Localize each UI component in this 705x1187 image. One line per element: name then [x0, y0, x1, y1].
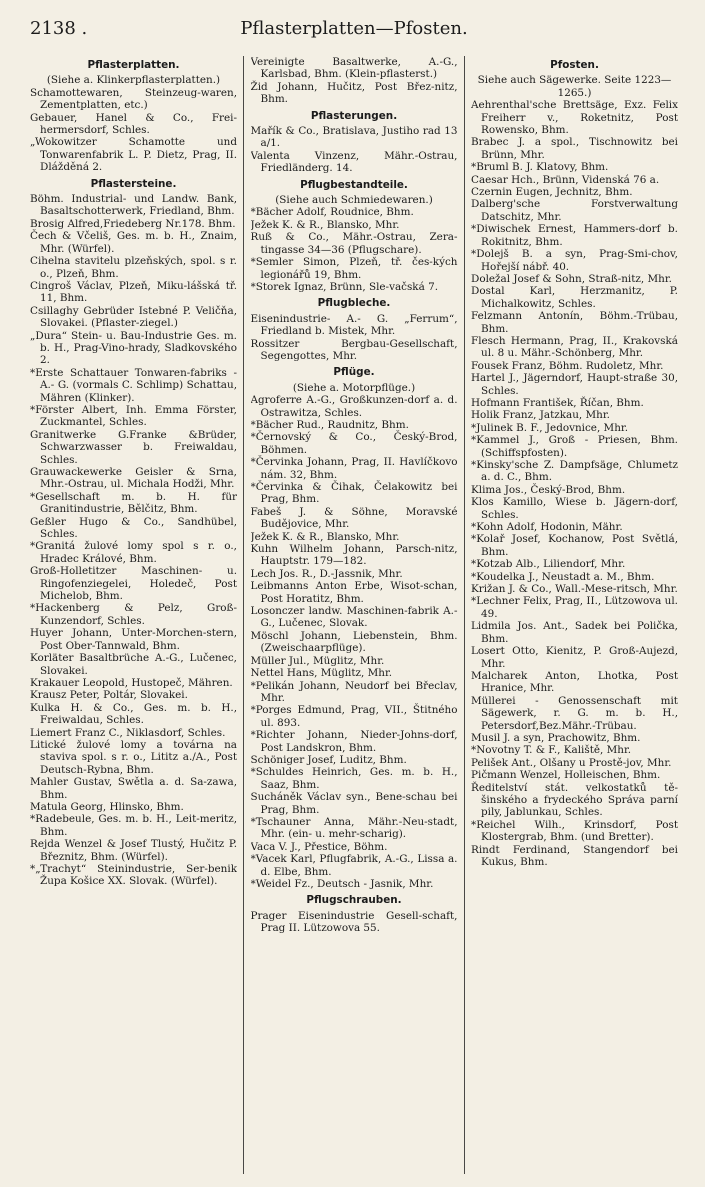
directory-entry: Müllerei - Genossenschaft mit Sägewerk, r. G. m. b. H., Petersdorf,Bez.Mähr.-Trübau. [471, 694, 678, 732]
directory-entry: *Červinka & Čihak, Čelakowitz bei Prag, Bhm. [250, 481, 458, 506]
cross-reference-note: (Siehe a. Klinkerpflasterplatten.) [46, 74, 221, 87]
directory-entry: Žid Johann, Hučitz, Post Břez-nitz, Bhm. [250, 80, 458, 106]
directory-entry: Losonczer landw. Maschinen-fabrik A.-G., Lučenec, Slovak. [250, 605, 458, 630]
directory-entry: *Kinsky'sche Z. Dampfsäge, Chlumetz a. d. C., Bhm. [471, 459, 678, 484]
directory-entry: Rossitzer Bergbau-Gesellschaft, Segengottes, Mhr. [250, 337, 458, 362]
directory-entry: Dalberg'sche Forstverwaltung Datschitz, Mhr. [471, 198, 678, 223]
running-title: Pflasterplatten—Pfosten. [240, 18, 468, 39]
directory-entry: *Bächer Rud., Raudnitz, Bhm. [250, 418, 409, 431]
directory-entry: *Richter Johann, Nieder-Johns-dorf, Post Landskron, Bhm. [250, 729, 458, 754]
directory-entry: *Vacek Karl, Pflugfabrik, A.-G., Lissa a. d. Elbe, Bhm. [250, 853, 458, 878]
directory-entry: Ježek K. & R., Blansko, Mhr. [250, 218, 400, 231]
cross-reference-note: Siehe auch Sägewerke. Seite 1223—1265.) [477, 74, 672, 99]
directory-entry: *Schuldes Heinrich, Ges. m. b. H., Saaz, Bhm. [250, 766, 458, 791]
directory-entry: Möschl Johann, Liebenstein, Bhm. (Zweischaarpflüge). [250, 629, 458, 655]
directory-entry: Musil J. a syn, Prachowitz, Bhm. [471, 731, 641, 744]
directory-entry: Mahler Gustav, Swětla a. d. Sa-zawa, Bhm. [30, 776, 237, 801]
column-right [471, 56, 678, 1174]
directory-entry: Litické žulové lomy a továrna na staviva spol. s r. o., Lititz a./A., Post Deutsch-Rybna, Bhm. [30, 738, 237, 776]
directory-entry: *Pelikán Johann, Neudorf bei Břeclav, Mhr. [250, 679, 458, 704]
section-heading: Pflasterungen. [310, 109, 398, 122]
directory-entry: Böhm. Industrial- und Landw. Bank, Basaltschotterwerk, Friedland, Bhm. [30, 193, 237, 218]
directory-entry: Klos Kamillo, Wiese b. Jägern-dorf, Schles. [471, 496, 678, 521]
directory-entry: *Dolejš B. a syn, Prag-Smi-chov, Hořejší nábř. 40. [471, 248, 678, 273]
directory-entry: Malcharek Anton, Lhotka, Post Hranice, Mhr. [471, 669, 678, 695]
directory-entry: *Kohn Adolf, Hodonin, Mähr. [471, 521, 623, 534]
page-number: 2138 . [30, 18, 88, 39]
directory-entry: Gebauer, Hanel & Co., Frei-hermersdorf, Schles. [30, 111, 237, 137]
directory-entry: Križan J. & Co., Wall.-Mese-ritsch, Mhr. [471, 583, 678, 596]
directory-entry: Fabeš J. & Söhne, Moravské Budějovice, Mhr. [250, 505, 458, 531]
directory-entry: *Reichel Wilh., Krinsdorf, Post Klostergrab, Bhm. (und Bretter). [471, 818, 678, 844]
directory-entry: *Bächer Adolf, Roudnice, Bhm. [250, 206, 414, 219]
directory-entry: Kuhn Wilhelm Johann, Parsch-nitz, Hauptstr. 179—182. [250, 543, 458, 568]
directory-entry: *Kotzab Alb., Liliendorf, Mhr. [471, 558, 626, 571]
directory-entry: Vereinigte Basaltwerke, A.-G., Karlsbad, Bhm. (Klein-pflasterst.) [250, 56, 458, 81]
directory-entry: „Wokowitzer Schamotte und Tonwarenfabrik L. P. Dietz, Prag, II. Dlážděná 2. [30, 136, 237, 174]
directory-entry: Čech & Včeliš, Ges. m. b. H., Znaim, Mhr. (Würfel). [30, 230, 237, 255]
directory-entry: Caesar Hch., Brünn, Videnská 76 a. [471, 173, 660, 186]
directory-entry: *Kolař Josef, Kochanow, Post Světlá, Bhm. [471, 533, 678, 558]
directory-entry: Ruß & Co., Mähr.-Ostrau, Zera-tingasse 34—36 (Pflugschare). [250, 231, 458, 256]
directory-entry: Losert Otto, Kienitz, P. Groß-Aujezd, Mhr. [471, 645, 678, 670]
directory-entry: Valenta Vinzenz, Mähr.-Ostrau, Friedländerg. 14. [250, 149, 458, 175]
directory-entry: Sucháněk Václav syn., Bene-schau bei Prag, Bhm. [250, 791, 458, 816]
directory-entry: Rindt Ferdinand, Stangendorf bei Kukus, Bhm. [471, 843, 678, 868]
directory-entry: Holik Franz, Jatzkau, Mhr. [471, 409, 610, 422]
directory-entry: Csillaghy Gebrüder Istebné P. Veličňa, Slovakei. (Pflaster-ziegel.) [30, 304, 237, 330]
directory-entry: Cihelna stavitelu plzeňských, spol. s r. o., Plzeň, Bhm. [30, 255, 237, 280]
directory-entry: Korläter Basaltbrüche A.-G., Lučenec, Slovakei. [30, 652, 237, 677]
directory-entry: Lech Jos. R., D.-Jassnik, Mhr. [250, 567, 403, 580]
column-divider [243, 56, 244, 1174]
directory-entry: Vaca V. J., Přestice, Böhm. [250, 840, 388, 853]
directory-entry: *Lechner Felix, Prag, II., Lützowova ul. 49. [471, 595, 678, 620]
directory-entry: Prager Eisenindustrie Gesell-schaft, Prag II. Lützowova 55. [250, 909, 458, 935]
directory-entry: Müller Jul., Müglitz, Mhr. [250, 654, 385, 667]
directory-entry: Pelišek Ant., Olšany u Prostě-jov, Mhr. [471, 756, 672, 769]
section-heading: Pflasterplatten. [87, 59, 180, 71]
directory-entry: „Dura“ Stein- u. Bau-Industrie Ges. m. b. H., Prag-Vino-hrady, Sladkovského 2. [30, 329, 237, 367]
directory-entry: *Diwischek Ernest, Hammers-dorf b. Rokitnitz, Bhm. [471, 223, 678, 248]
directory-entry: *Porges Edmund, Prag, VII., Štitného ul. 893. [250, 704, 458, 729]
directory-entry: *Storek Ignaz, Brünn, Sle-vačská 7. [250, 280, 438, 293]
directory-entry: Czernin Eugen, Jechnitz, Bhm. [471, 186, 633, 199]
directory-entry: Nettel Hans, Müglitz, Mhr. [250, 667, 393, 680]
section-heading: Pflüge. [333, 366, 375, 379]
directory-entry: Geßler Hugo & Co., Sandhübel, Schles. [30, 515, 237, 541]
directory-entry: *Bruml B. J. Klatovy, Bhm. [471, 161, 609, 174]
columns [30, 56, 678, 1174]
directory-entry: *Hackenberg & Pelz, Groß-Kunzendorf, Schles. [30, 602, 237, 627]
directory-entry: Lidmila Jos. Ant., Sadek bei Polička, Bhm. [471, 620, 678, 645]
directory-entry: Grauwackewerke Geisler & Srna, Mhr.-Ostrau, ul. Michala Hodži, Mhr. [30, 466, 237, 491]
directory-entry: Flesch Hermann, Prag, II., Krakovská ul. 8 u. Mähr.-Schönberg, Mhr. [471, 334, 678, 360]
section-heading: Pflugschrauben. [306, 894, 402, 907]
directory-entry: *Červinka Johann, Prag, II. Havlíčkovo nám. 32, Bhm. [250, 456, 458, 481]
directory-entry: Schamottewaren, Steinzeug-waren, Zementplatten, etc.) [30, 86, 237, 112]
directory-entry: Felzmann Antonín, Böhm.-Trübau, Bhm. [471, 310, 678, 335]
directory-entry: Aehrenthal'sche Brettsäge, Exz. Felix Freiherr v., Roketnitz, Post Rowensko, Bhm. [471, 99, 678, 137]
directory-entry: Doležal Josef & Sohn, Straß-nitz, Mhr. [471, 272, 672, 285]
directory-entry: Liemert Franz C., Niklasdorf, Schles. [30, 726, 226, 739]
directory-entry: *„Trachyt“ Steinindustrie, Ser-benik Župa Košice XX. Slovak. (Würfel). [30, 863, 237, 888]
directory-entry: Matula Georg, Hlinsko, Bhm. [30, 800, 184, 813]
directory-entry: *Weidel Fz., Deutsch - Jasnik, Mhr. [250, 878, 434, 890]
column-divider [464, 56, 465, 1174]
directory-entry: Klima Jos., Český-Brod, Bhm. [471, 483, 626, 496]
directory-entry: *Novotny T. & F., Kaliště, Mhr. [471, 744, 632, 757]
directory-entry: *Tschauner Anna, Mähr.-Neu-stadt, Mhr. (ein- u. mehr-scharig). [250, 815, 458, 841]
directory-entry: Rejda Wenzel & Josef Tlustý, Hučitz P. Březnitz, Bhm. (Würfel). [30, 838, 237, 863]
directory-entry: Fousek Franz, Böhm. Rudoletz, Mhr. [471, 359, 664, 372]
directory-entry: Krakauer Leopold, Hustopeč, Mähren. [30, 676, 233, 689]
directory-entry: *Radebeule, Ges. m. b. H., Leit-meritz, Bhm. [30, 813, 237, 838]
directory-entry: Cingroš Václav, Plzeň, Miku-lášská tř. 11, Bhm. [30, 279, 237, 305]
directory-entry: Groß-Holletitzer Maschinen- u. Ringofenziegelei, Holedeč, Post Michelob, Bhm. [30, 565, 237, 603]
directory-entry: Hartel J., Jägerndorf, Haupt-straße 30, Schles. [471, 372, 678, 397]
column-left [30, 56, 237, 1174]
directory-entry: *Julinek B. F., Jedovnice, Mhr. [471, 421, 629, 434]
directory-entry: Mařík & Co., Bratislava, Justiho rad 13 a/1. [250, 125, 458, 150]
directory-entry: *Granitá žulové lomy spol s r. o., Hradec Králové, Bhm. [30, 540, 237, 565]
section-heading: Pflastersteine. [90, 177, 177, 190]
directory-entry: Pičmann Wenzel, Holleischen, Bhm. [471, 769, 661, 782]
directory-entry: Brabec J. a spol., Tischnowitz bei Brünn, Mhr. [471, 136, 678, 161]
directory-entry: *Koudelka J., Neustadt a. M., Bhm. [471, 570, 655, 583]
directory-entry: Krausz Peter, Poltár, Slovakei. [30, 689, 188, 702]
directory-entry: Leibmanns Anton Erbe, Wisot-schan, Post Horatitz, Bhm. [250, 580, 458, 605]
directory-entry: Schöniger Josef, Luditz, Bhm. [250, 753, 407, 766]
cross-reference-note: (Siehe a. Motorpflüge.) [292, 381, 416, 394]
directory-entry: Agroferre A.-G., Großkunzen-dorf a. d. Ostrawitza, Schles. [250, 394, 458, 419]
directory-entry: *Förster Albert, Inh. Emma Förster, Zuckmantel, Schles. [30, 403, 237, 429]
directory-entry: Kulka H. & Co., Ges. m. b. H., Freiwaldau, Schles. [30, 701, 237, 727]
directory-entry: Dostal Karl, Herzmanitz, P. Michalkowitz, Schles. [471, 285, 678, 310]
directory-entry: Eisenindustrie- A.- G. „Ferrum“, Friedland b. Mistek, Mhr. [250, 312, 458, 338]
directory-entry: Granitwerke G.Franke &Brüder, Schwarzwasser b. Freiwaldau, Schles. [30, 428, 237, 466]
directory-entry: *Kammel J., Groß - Priesen, Bhm. (Schiffspfosten). [471, 434, 678, 459]
section-heading: Pflugbleche. [317, 297, 391, 310]
directory-entry: Huyer Johann, Unter-Morchen-stern, Post Ober-Tannwald, Bhm. [30, 627, 237, 652]
directory-entry: *Semler Simon, Plzeň, tř. čes-kých legionářů 19, Bhm. [250, 256, 458, 281]
directory-entry: Ředitelství stát. velkostatků tě-šinského a frydeckého Správa parní pily, Jablunkau, Schles. [471, 781, 678, 819]
cross-reference-note: (Siehe auch Schmiedewaren.) [275, 194, 433, 207]
directory-entry: Brosig Alfred,Friedeberg Nr.178. Bhm. [30, 217, 236, 230]
directory-entry: *Erste Schattauer Tonwaren-fabriks - A.- G. (vormals C. Schlimp) Schattau, Mähren (Klinker). [30, 366, 237, 404]
directory-entry: *Gesellschaft m. b. H. für Granitindustrie, Bělčitz, Bhm. [30, 490, 237, 516]
directory-entry: Ježek K. & R., Blansko, Mhr. [250, 530, 400, 543]
section-heading: Pflugbestandteile. [300, 178, 408, 191]
column-middle [251, 56, 458, 1174]
directory-entry: *Černovský & Co., Český-Brod, Böhmen. [250, 431, 458, 456]
section-heading: Pfosten. [550, 59, 599, 71]
page-header [30, 16, 678, 44]
directory-entry: Hofmann František, Říčan, Bhm. [471, 396, 644, 409]
